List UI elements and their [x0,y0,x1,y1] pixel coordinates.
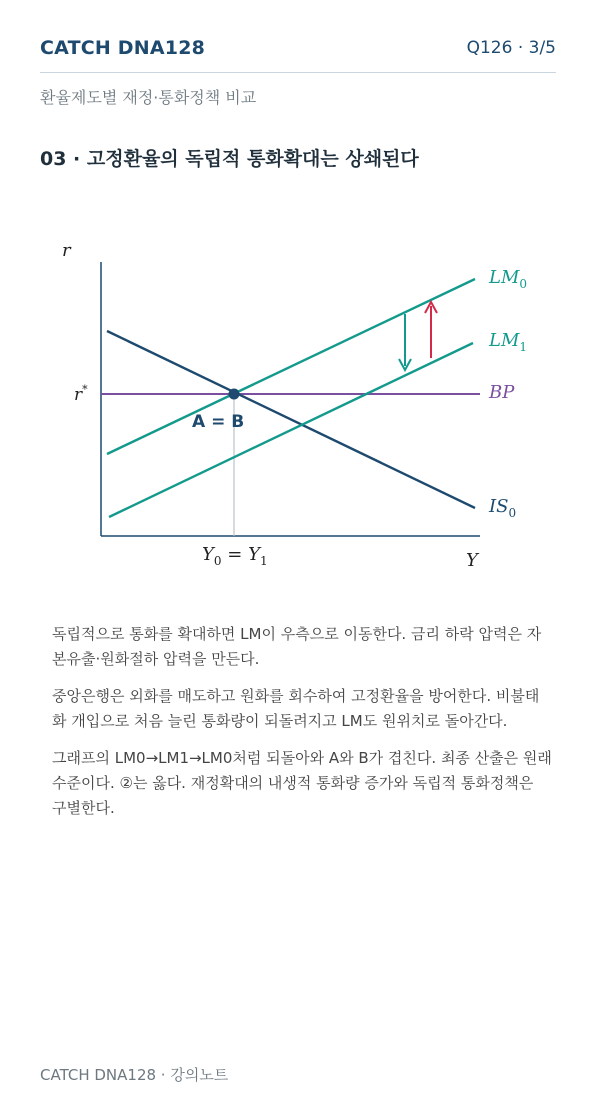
is0-label: $IS_0$ [489,496,517,520]
paragraph-3: 그래프의 LM0→LM1→LM0처럼 되돌아와 A와 B가 겹친다. 최종 산출은 원래 수준이다. ②는 옳다. 재정확대의 내생적 통화량 증가와 독립적 통화정책은 구별한다. [52,749,552,817]
equilibrium-label: A = B [192,412,245,432]
lm1-label: $LM_1$ [489,330,528,354]
y-axis-label: r [62,240,71,261]
x-equilibrium-label: $Y_0 = Y_1$ [202,544,268,568]
header-divider [40,72,556,73]
paragraph-1: 독립적으로 통화를 확대하면 LM이 우측으로 이동한다. 금리 하락 압력은 자본유출·원화절하 압력을 만든다. [52,625,542,668]
explanation-body [52,622,552,833]
section-title: 03 · 고정환율의 독립적 통화확대는 상쇄된다 [40,148,419,170]
footer-text: CATCH DNA128 · 강의노트 [40,1066,229,1084]
lm0-curve [107,279,475,454]
is0-curve [107,331,475,508]
x-axis-label: Y [466,550,478,571]
page-subtitle: 환율제도별 재정·통화정책 비교 [40,88,257,107]
brand-title: CATCH DNA128 [40,37,206,59]
lm0-label: $LM_0$ [489,267,528,291]
paragraph-2: 중앙은행은 외화를 매도하고 원화를 회수하여 고정환율을 방어한다. 비불태화 개입으로 처음 늘린 통화량이 되돌려지고 LM도 원위치로 돌아간다. [52,687,540,730]
question-counter: Q126 · 3/5 [466,38,556,58]
r-star-label: r* [74,383,88,405]
equilibrium-point [229,389,240,400]
lm1-curve [109,343,473,517]
islm-bp-diagram [40,230,556,590]
bp-label: BP [489,382,515,403]
